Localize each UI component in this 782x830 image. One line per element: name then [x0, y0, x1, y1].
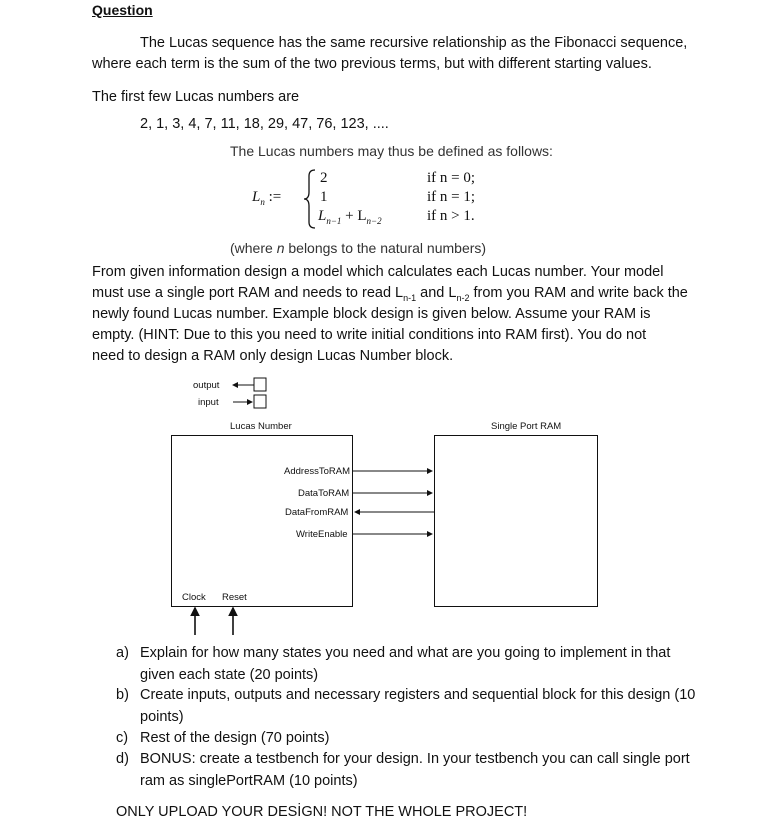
- task-b-marker: b): [116, 687, 129, 703]
- instructions-line-2: must use a single port RAM and needs to read $L_{n-1}$ and $L_{n-2}$ from you RAM and write back the: [92, 285, 688, 303]
- lucas-number-label: Lucas Number: [230, 421, 292, 432]
- task-b-text: Create inputs, outputs and necessary registers and sequential block for this design (10 points): [140, 687, 696, 725]
- port-address-to-ram: AddressToRAM: [284, 466, 350, 477]
- ram-label: Single Port RAM: [491, 421, 562, 432]
- sequence-values: 2, 1, 3, 4, 7, 11, 18, 29, 47, 76, 123, ....: [140, 116, 389, 132]
- instructions-line-5: need to design a RAM only design Lucas Number block.: [92, 348, 454, 364]
- question-heading: Question: [92, 2, 153, 18]
- intro-line-1: The Lucas sequence has the same recursive relationship as the Fibonacci sequence,: [140, 35, 688, 51]
- instructions-line-3: newly found Lucas number. Example block design is given below. Assume your RAM is: [92, 306, 651, 322]
- port-write-enable: WriteEnable: [296, 529, 348, 540]
- port-data-from-ram: DataFromRAM: [285, 507, 349, 518]
- block-diagram: [160, 370, 620, 640]
- case-condition-1: if n = 1;: [427, 189, 476, 205]
- port-data-to-ram: DataToRAM: [298, 488, 350, 499]
- task-d-text: BONUS: create a testbench for your design. In your testbench you can call single port ram as singlePortRAM (10 points): [140, 751, 690, 789]
- task-d-marker: d): [116, 751, 129, 767]
- case-condition-2: if n > 1.: [427, 208, 475, 224]
- footer-notice: ONLY UPLOAD YOUR DESİGN! NOT THE WHOLE PROJECT!: [116, 804, 528, 820]
- natural-numbers-note: (where n belongs to the natural numbers): [230, 240, 487, 256]
- defined-as-text: The Lucas numbers may thus be defined as follows:: [230, 143, 553, 159]
- formula-brace: [303, 168, 317, 230]
- instructions-line-1: From given information design a model which calculates each Lucas number. Your model: [92, 264, 664, 280]
- case-value-1: 1: [320, 189, 328, 205]
- lucas-number-block: [171, 435, 353, 607]
- first-few-label: The first few Lucas numbers are: [92, 89, 300, 105]
- task-c-marker: c): [116, 730, 129, 746]
- instructions-line-4: empty. (HINT: Due to this you need to write initial conditions into RAM first). You do not: [92, 327, 647, 343]
- task-a-marker: a): [116, 645, 129, 661]
- task-a-text: Explain for how many states you need and what are you going to implement in that given each state (20 points): [140, 645, 671, 683]
- reset-label: Reset: [222, 592, 247, 603]
- intro-line-2: where each term is the sum of the two previous terms, but with different starting values.: [92, 56, 652, 72]
- lucas-formula: [250, 168, 520, 232]
- legend-input-label: input: [198, 397, 219, 408]
- case-value-0: 2: [320, 170, 328, 186]
- clock-label: Clock: [182, 592, 206, 603]
- case-value-2: $L_{n-1} + L_{n-2}$: [318, 208, 382, 226]
- formula-lhs: $L_n$ :=: [252, 189, 282, 207]
- case-condition-0: if n = 0;: [427, 170, 476, 186]
- legend-output-label: output: [193, 380, 220, 391]
- single-port-ram-block: [434, 435, 598, 607]
- task-c-text: Rest of the design (70 points): [140, 730, 330, 746]
